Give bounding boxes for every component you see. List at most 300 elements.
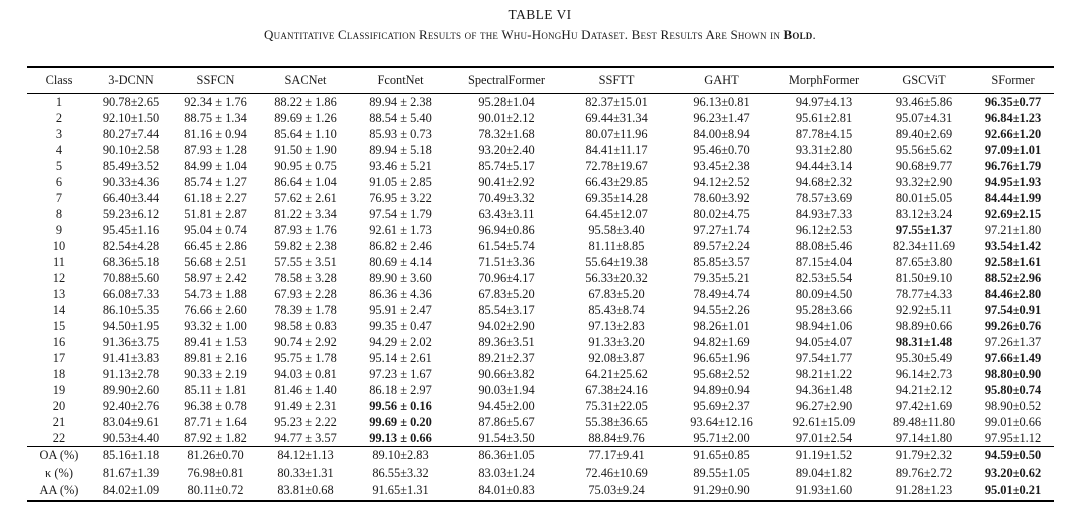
value-cell: 84.12±1.13 <box>277 448 334 462</box>
value-cell: 96.35±0.77 <box>984 95 1042 109</box>
value-cell: 81.46 ± 1.40 <box>274 383 337 397</box>
value-cell: 89.57±2.24 <box>693 239 750 253</box>
value-cell: 94.45±2.00 <box>478 399 535 413</box>
value-cell: 98.89±0.66 <box>895 319 953 333</box>
value-cell: 94.03 ± 0.81 <box>274 367 337 381</box>
table-row <box>27 430 1054 447</box>
value-cell: 98.31±1.48 <box>895 335 953 349</box>
value-cell: 92.61±15.09 <box>792 415 856 429</box>
value-cell: 78.77±4.33 <box>895 287 953 301</box>
value-cell: 95.69±2.37 <box>693 399 750 413</box>
value-cell: 83.81±0.68 <box>277 483 334 497</box>
value-cell: 91.19±1.52 <box>795 448 853 462</box>
summary-row <box>27 447 1054 465</box>
value-cell: 97.95±1.12 <box>984 431 1042 445</box>
table-row <box>27 222 1054 238</box>
value-cell: 89.21±2.37 <box>478 351 535 365</box>
column-header: SSFCN <box>196 73 235 87</box>
table-row <box>27 238 1054 254</box>
value-cell: 70.88±5.60 <box>102 271 160 285</box>
row-label: 1 <box>55 95 63 109</box>
table-row <box>27 270 1054 286</box>
value-cell: 91.65±1.31 <box>372 483 429 497</box>
value-cell: 97.09±1.01 <box>984 143 1042 157</box>
value-cell: 84.93±7.33 <box>795 207 853 221</box>
value-cell: 85.16±1.18 <box>102 448 160 462</box>
row-label: 6 <box>55 175 63 189</box>
value-cell: 83.04±9.61 <box>102 415 160 429</box>
value-cell: 95.56±5.62 <box>895 143 953 157</box>
value-cell: 54.73 ± 1.88 <box>184 287 247 301</box>
value-cell: 97.66±1.49 <box>984 351 1042 365</box>
value-cell: 95.46±0.70 <box>693 143 750 157</box>
value-cell: 56.33±20.32 <box>585 271 648 285</box>
column-header: MorphFormer <box>788 73 860 87</box>
table-row <box>27 286 1054 302</box>
value-cell: 93.32±2.90 <box>895 175 953 189</box>
value-cell: 84.99 ± 1.04 <box>184 159 247 173</box>
value-cell: 96.76±1.79 <box>984 159 1042 173</box>
table-row <box>27 206 1054 222</box>
table-row <box>27 158 1054 174</box>
value-cell: 95.45±1.16 <box>102 223 160 237</box>
value-cell: 93.45±2.38 <box>693 159 750 173</box>
value-cell: 82.34±11.69 <box>892 239 956 253</box>
value-cell: 89.36±3.51 <box>478 335 535 349</box>
row-label: 8 <box>55 207 63 221</box>
value-cell: 70.96±4.17 <box>478 271 535 285</box>
value-cell: 77.17±9.41 <box>588 448 645 462</box>
value-cell: 97.55±1.37 <box>895 223 953 237</box>
value-cell: 81.11±8.85 <box>588 239 645 253</box>
value-cell: 81.50±9.10 <box>895 271 953 285</box>
value-cell: 87.86±5.67 <box>478 415 535 429</box>
value-cell: 91.79±2.32 <box>895 448 953 462</box>
table-row <box>27 126 1054 142</box>
value-cell: 93.46 ± 5.21 <box>369 159 432 173</box>
value-cell: 84.44±1.99 <box>984 191 1042 205</box>
value-cell: 84.00±8.94 <box>693 127 750 141</box>
value-cell: 83.12±3.24 <box>895 207 953 221</box>
value-cell: 81.16 ± 0.94 <box>184 127 247 141</box>
value-cell: 82.37±15.01 <box>585 95 648 109</box>
value-cell: 90.53±4.40 <box>102 431 160 445</box>
value-cell: 98.90±0.52 <box>984 399 1042 413</box>
value-cell: 57.55 ± 3.51 <box>274 255 337 269</box>
results-table <box>27 66 1054 502</box>
value-cell: 91.54±3.50 <box>478 431 535 445</box>
summary-row <box>27 465 1054 483</box>
value-cell: 84.46±2.80 <box>984 287 1042 301</box>
value-cell: 68.36±5.18 <box>102 255 160 269</box>
column-header: SpectralFormer <box>467 73 546 87</box>
value-cell: 63.43±3.11 <box>478 207 535 221</box>
value-cell: 91.28±1.23 <box>895 483 953 497</box>
column-header: SFormer <box>991 73 1035 87</box>
table-row <box>27 350 1054 366</box>
value-cell: 92.40±2.76 <box>102 399 160 413</box>
value-cell: 64.45±12.07 <box>585 207 648 221</box>
value-cell: 94.82±1.69 <box>693 335 750 349</box>
value-cell: 94.02±2.90 <box>478 319 535 333</box>
value-cell: 97.13±2.83 <box>588 319 645 333</box>
row-label: 3 <box>55 127 63 141</box>
value-cell: 94.21±2.12 <box>895 383 953 397</box>
value-cell: 97.26±1.37 <box>984 335 1042 349</box>
value-cell: 72.46±10.69 <box>585 465 648 480</box>
row-label: OA (%) <box>39 448 79 462</box>
value-cell: 90.41±2.92 <box>478 175 535 189</box>
value-cell: 67.83±5.20 <box>478 287 535 301</box>
value-cell: 90.01±2.12 <box>478 111 535 125</box>
value-cell: 91.41±3.83 <box>102 351 160 365</box>
value-cell: 91.36±3.75 <box>102 335 160 349</box>
value-cell: 94.05±4.07 <box>795 335 853 349</box>
value-cell: 55.38±36.65 <box>585 415 648 429</box>
value-cell: 95.07±4.31 <box>895 111 953 125</box>
value-cell: 90.33 ± 2.19 <box>184 367 247 381</box>
value-cell: 57.62 ± 2.61 <box>274 191 337 205</box>
value-cell: 95.23 ± 2.22 <box>274 415 337 429</box>
value-cell: 84.01±0.83 <box>478 483 535 497</box>
value-cell: 61.54±5.74 <box>478 239 535 253</box>
value-cell: 90.68±9.77 <box>895 159 953 173</box>
value-cell: 61.18 ± 2.27 <box>184 191 247 205</box>
value-cell: 78.60±3.92 <box>693 191 750 205</box>
value-cell: 93.20±2.40 <box>478 143 535 157</box>
value-cell: 88.84±9.76 <box>588 431 645 445</box>
value-cell: 97.21±1.80 <box>984 223 1042 237</box>
value-cell: 75.31±22.05 <box>585 399 648 413</box>
table-row <box>27 334 1054 350</box>
value-cell: 89.41 ± 1.53 <box>184 335 247 349</box>
table-caption <box>0 27 1080 43</box>
value-cell: 97.27±1.74 <box>693 223 750 237</box>
row-label: 7 <box>55 191 63 205</box>
value-cell: 88.22 ± 1.86 <box>274 95 337 109</box>
value-cell: 89.94 ± 5.18 <box>369 143 432 157</box>
row-label: 18 <box>52 367 66 381</box>
value-cell: 96.84±1.23 <box>984 111 1042 125</box>
value-cell: 82.53±5.54 <box>795 271 853 285</box>
column-header: SACNet <box>284 73 327 87</box>
value-cell: 55.64±19.38 <box>585 255 648 269</box>
value-cell: 99.56 ± 0.16 <box>369 399 432 413</box>
row-label: AA (%) <box>39 483 79 497</box>
value-cell: 92.66±1.20 <box>984 127 1042 141</box>
value-cell: 99.13 ± 0.66 <box>369 431 432 445</box>
value-cell: 82.54±4.28 <box>102 239 160 253</box>
value-cell: 95.28±3.66 <box>795 303 853 317</box>
value-cell: 91.13±2.78 <box>102 367 160 381</box>
value-cell: 67.93 ± 2.28 <box>274 287 337 301</box>
value-cell: 86.36 ± 4.36 <box>369 287 432 301</box>
value-cell: 80.09±4.50 <box>795 287 853 301</box>
row-label: κ (%) <box>45 465 73 480</box>
column-header: Class <box>45 73 73 87</box>
table-row <box>27 302 1054 318</box>
value-cell: 93.46±5.86 <box>895 95 953 109</box>
row-label: 10 <box>52 239 66 253</box>
value-cell: 98.80±0.90 <box>984 367 1042 381</box>
value-cell: 96.12±2.53 <box>795 223 853 237</box>
table-row <box>27 110 1054 126</box>
value-cell: 94.68±2.32 <box>795 175 853 189</box>
value-cell: 72.78±19.67 <box>585 159 648 173</box>
value-cell: 85.74 ± 1.27 <box>184 175 247 189</box>
value-cell: 90.03±1.94 <box>478 383 535 397</box>
value-cell: 78.39 ± 1.78 <box>274 303 337 317</box>
value-cell: 99.69 ± 0.20 <box>369 415 432 429</box>
value-cell: 95.58±3.40 <box>588 223 645 237</box>
value-cell: 95.80±0.74 <box>984 383 1042 397</box>
value-cell: 94.89±0.94 <box>693 383 750 397</box>
value-cell: 93.31±2.80 <box>795 143 853 157</box>
value-cell: 51.81 ± 2.87 <box>184 207 247 221</box>
value-cell: 94.50±1.95 <box>102 319 160 333</box>
value-cell: 93.54±1.42 <box>984 239 1042 253</box>
value-cell: 96.94±0.86 <box>478 223 535 237</box>
value-cell: 80.27±7.44 <box>102 127 160 141</box>
row-label: 11 <box>53 255 65 269</box>
value-cell: 81.22 ± 3.34 <box>274 207 337 221</box>
row-label: 16 <box>52 335 66 349</box>
value-cell: 91.49 ± 2.31 <box>274 399 337 413</box>
value-cell: 97.42±1.69 <box>895 399 953 413</box>
value-cell: 92.34 ± 1.76 <box>184 95 247 109</box>
value-cell: 98.94±1.06 <box>795 319 853 333</box>
value-cell: 89.90±2.60 <box>102 383 160 397</box>
value-cell: 86.64 ± 1.04 <box>274 175 337 189</box>
value-cell: 80.11±0.72 <box>187 483 244 497</box>
value-cell: 76.95 ± 3.22 <box>369 191 432 205</box>
value-cell: 90.10±2.58 <box>102 143 160 157</box>
value-cell: 78.32±1.68 <box>478 127 535 141</box>
value-cell: 86.18 ± 2.97 <box>369 383 432 397</box>
value-cell: 89.69 ± 1.26 <box>274 111 337 125</box>
value-cell: 99.01±0.66 <box>984 415 1042 429</box>
value-cell: 89.76±2.72 <box>895 465 953 480</box>
value-cell: 86.10±5.35 <box>102 303 160 317</box>
value-cell: 95.61±2.81 <box>795 111 853 125</box>
value-cell: 95.75 ± 1.78 <box>274 351 337 365</box>
value-cell: 79.35±5.21 <box>693 271 750 285</box>
value-cell: 87.65±3.80 <box>895 255 953 269</box>
value-cell: 85.49±3.52 <box>102 159 160 173</box>
value-cell: 88.75 ± 1.34 <box>184 111 247 125</box>
value-cell: 87.93 ± 1.28 <box>184 143 247 157</box>
row-label: 12 <box>52 271 66 285</box>
value-cell: 97.01±2.54 <box>795 431 853 445</box>
table-row <box>27 254 1054 270</box>
value-cell: 87.78±4.15 <box>795 127 853 141</box>
value-cell: 97.23 ± 1.67 <box>369 367 432 381</box>
row-label: 15 <box>52 319 66 333</box>
row-label: 13 <box>52 287 66 301</box>
value-cell: 71.51±3.36 <box>478 255 535 269</box>
value-cell: 66.45 ± 2.86 <box>184 239 247 253</box>
value-cell: 85.43±8.74 <box>588 303 645 317</box>
value-cell: 96.14±2.73 <box>895 367 953 381</box>
value-cell: 81.26±0.70 <box>187 448 244 462</box>
value-cell: 66.40±3.44 <box>102 191 160 205</box>
value-cell: 89.40±2.69 <box>895 127 953 141</box>
summary-row <box>27 482 1054 501</box>
value-cell: 59.82 ± 2.38 <box>274 239 337 253</box>
value-cell: 85.11 ± 1.81 <box>184 383 247 397</box>
value-cell: 97.54±1.77 <box>795 351 853 365</box>
value-cell: 85.64 ± 1.10 <box>274 127 337 141</box>
table-row <box>27 398 1054 414</box>
value-cell: 64.21±25.62 <box>585 367 648 381</box>
value-cell: 80.33±1.31 <box>277 465 334 480</box>
value-cell: 92.61 ± 1.73 <box>369 223 432 237</box>
value-cell: 96.27±2.90 <box>795 399 853 413</box>
column-header: 3-DCNN <box>108 73 154 87</box>
caption-text: Quantitative Classification Results of the Whu-HongHu Dataset. Best Results Are Shown in <box>264 27 784 42</box>
value-cell: 89.90 ± 3.60 <box>369 271 432 285</box>
value-cell: 84.41±11.17 <box>585 143 648 157</box>
value-cell: 90.74 ± 2.92 <box>274 335 337 349</box>
value-cell: 91.93±1.60 <box>795 483 853 497</box>
value-cell: 95.28±1.04 <box>478 95 535 109</box>
value-cell: 91.65±0.85 <box>693 448 750 462</box>
value-cell: 95.14 ± 2.61 <box>369 351 432 365</box>
value-cell: 94.55±2.26 <box>693 303 750 317</box>
value-cell: 88.08±5.46 <box>795 239 853 253</box>
value-cell: 96.13±0.81 <box>693 95 750 109</box>
value-cell: 83.03±1.24 <box>478 465 535 480</box>
value-cell: 85.93 ± 0.73 <box>369 127 432 141</box>
value-cell: 87.15±4.04 <box>795 255 853 269</box>
value-cell: 58.97 ± 2.42 <box>184 271 247 285</box>
value-cell: 87.92 ± 1.82 <box>184 431 247 445</box>
value-cell: 89.94 ± 2.38 <box>369 95 432 109</box>
value-cell: 94.97±4.13 <box>795 95 853 109</box>
table-row <box>27 190 1054 206</box>
value-cell: 80.02±4.75 <box>693 207 750 221</box>
value-cell: 94.95±1.93 <box>984 175 1042 189</box>
value-cell: 76.98±0.81 <box>187 465 244 480</box>
value-cell: 93.20±0.62 <box>984 465 1042 480</box>
value-cell: 85.54±3.17 <box>478 303 535 317</box>
value-cell: 70.49±3.32 <box>478 191 535 205</box>
value-cell: 85.74±5.17 <box>478 159 535 173</box>
value-cell: 96.65±1.96 <box>693 351 750 365</box>
value-cell: 78.58 ± 3.28 <box>274 271 337 285</box>
value-cell: 92.08±3.87 <box>588 351 645 365</box>
table-row <box>27 382 1054 398</box>
value-cell: 75.03±9.24 <box>588 483 645 497</box>
value-cell: 78.49±4.74 <box>693 287 750 301</box>
table-number: TABLE VI <box>508 7 572 22</box>
table-row <box>27 318 1054 334</box>
value-cell: 87.93 ± 1.76 <box>274 223 337 237</box>
value-cell: 97.54 ± 1.79 <box>369 207 432 221</box>
value-cell: 95.01±0.21 <box>984 483 1042 497</box>
value-cell: 95.91 ± 2.47 <box>369 303 432 317</box>
value-cell: 90.33±4.36 <box>102 175 160 189</box>
column-header: GAHT <box>704 73 739 87</box>
row-label: 20 <box>52 399 66 413</box>
value-cell: 97.14±1.80 <box>895 431 953 445</box>
value-cell: 94.44±3.14 <box>795 159 853 173</box>
value-cell: 94.77 ± 3.57 <box>274 431 337 445</box>
value-cell: 89.04±1.82 <box>795 465 853 480</box>
value-cell: 98.58 ± 0.83 <box>274 319 337 333</box>
row-label: 2 <box>55 111 63 125</box>
value-cell: 66.43±29.85 <box>585 175 648 189</box>
table-row <box>27 174 1054 190</box>
value-cell: 67.38±24.16 <box>585 383 648 397</box>
value-cell: 87.71 ± 1.64 <box>184 415 247 429</box>
value-cell: 85.85±3.57 <box>693 255 750 269</box>
value-cell: 67.83±5.20 <box>588 287 645 301</box>
value-cell: 80.01±5.05 <box>895 191 953 205</box>
row-label: 4 <box>55 143 63 157</box>
row-label: 5 <box>55 159 63 173</box>
value-cell: 91.29±0.90 <box>693 483 750 497</box>
value-cell: 69.44±31.34 <box>585 111 648 125</box>
value-cell: 56.68 ± 2.51 <box>184 255 247 269</box>
value-cell: 86.55±3.32 <box>372 465 429 480</box>
value-cell: 94.59±0.50 <box>984 448 1042 462</box>
table-row <box>27 414 1054 430</box>
value-cell: 92.69±2.15 <box>984 207 1042 221</box>
value-cell: 94.36±1.48 <box>795 383 853 397</box>
value-cell: 92.10±1.50 <box>102 111 160 125</box>
value-cell: 80.07±11.96 <box>585 127 648 141</box>
column-header: FcontNet <box>377 73 424 87</box>
value-cell: 81.67±1.39 <box>102 465 160 480</box>
value-cell: 98.26±1.01 <box>693 319 750 333</box>
value-cell: 89.48±11.80 <box>892 415 956 429</box>
row-label: 14 <box>52 303 66 317</box>
value-cell: 95.71±2.00 <box>693 431 750 445</box>
caption-bold-word: Bold <box>783 27 813 42</box>
value-cell: 91.50 ± 1.90 <box>274 143 337 157</box>
value-cell: 88.54 ± 5.40 <box>369 111 432 125</box>
value-cell: 66.08±7.33 <box>102 287 160 301</box>
value-cell: 92.58±1.61 <box>984 255 1042 269</box>
value-cell: 86.82 ± 2.46 <box>369 239 432 253</box>
row-label: 22 <box>52 431 66 445</box>
value-cell: 76.66 ± 2.60 <box>184 303 247 317</box>
value-cell: 97.54±0.91 <box>984 303 1042 317</box>
value-cell: 95.04 ± 0.74 <box>184 223 247 237</box>
value-cell: 84.02±1.09 <box>102 483 160 497</box>
value-cell: 94.29 ± 2.02 <box>369 335 432 349</box>
table-row <box>27 142 1054 158</box>
row-label: 17 <box>52 351 66 365</box>
column-header: GSCViT <box>902 73 946 87</box>
value-cell: 99.26±0.76 <box>984 319 1042 333</box>
value-cell: 98.21±1.22 <box>795 367 853 381</box>
column-header: SSFTT <box>598 73 635 87</box>
row-label: 19 <box>52 383 66 397</box>
table-row <box>27 94 1054 111</box>
value-cell: 91.05 ± 2.85 <box>369 175 432 189</box>
value-cell: 99.35 ± 0.47 <box>369 319 432 333</box>
value-cell: 90.78±2.65 <box>102 95 160 109</box>
table-row <box>27 366 1054 382</box>
value-cell: 96.38 ± 0.78 <box>184 399 247 413</box>
row-label: 21 <box>52 415 66 429</box>
caption-period: . <box>812 27 816 42</box>
value-cell: 86.36±1.05 <box>478 448 535 462</box>
value-cell: 78.57±3.69 <box>795 191 853 205</box>
row-label: 9 <box>55 223 63 237</box>
